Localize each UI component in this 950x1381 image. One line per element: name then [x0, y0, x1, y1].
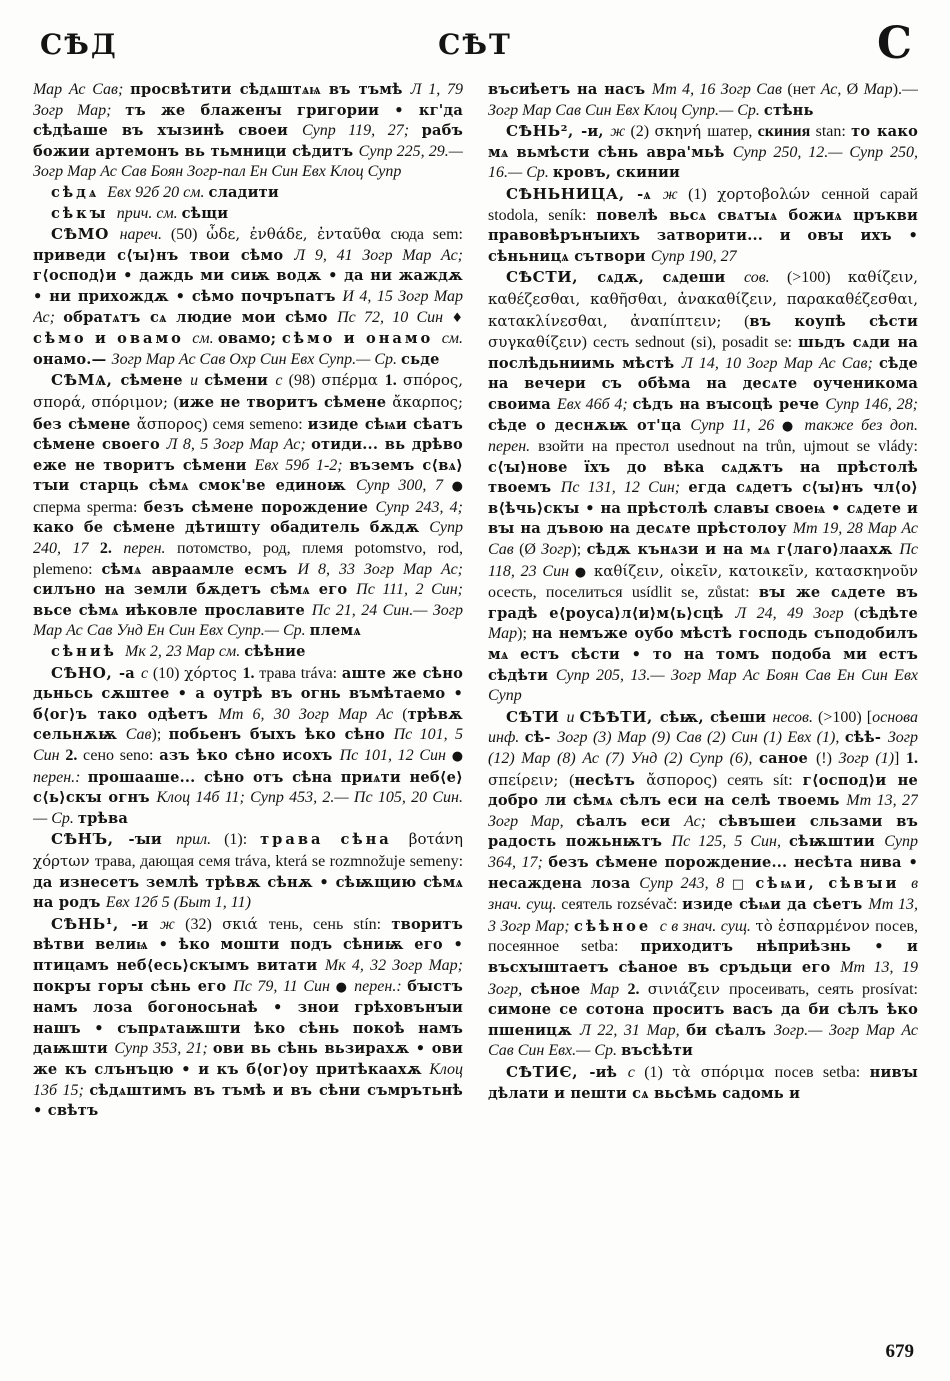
- entry-paragraph: сѣдѧ Евх 92б 20 см. сладити: [51, 183, 279, 201]
- entry-paragraph: СѢМѦ, сѣмене и сѣмени с (98) σπέρμα 1. σπόρος, σπορά, σπόριμον; (иже не творитъ сѣмене ἄκαρπος; без сѣмене ἄσπορος) семя semeno: изиде сѣѩи сѣатъ сѣмене своего Л 8, 5 Зогр Мар Ас; отиди... вь дрѣво еже не творитъ сѣмени Евх 59б 1-2; въземъ с⟨вѧ⟩тꙑи старць сѣмѧ смок'ве единоѭ Супр 300, 7 ● сперма sperma: безъ сѣмене порождение Супр 243, 4; како бе сѣмене дѣтишту обадитель бѫдѫ Супр 240, 17 2. перен. потомство, род, племя potomstvo, rod, plemeno: сѣмѧ авраамле есмъ И 8, 33 Зогр Мар Ас; силъно на земли бѫдетъ сѣмѧ его Пс 111, 2 Син; вьсе сѣмѧ иѣковле прославите Пс 21, 24 Син.— Зогр Мар Ас Сав Унд Ен Син Евх Супр.— Ср. племѧ: [33, 371, 463, 640]
- dictionary-column-left: [33, 80, 463, 1332]
- dictionary-column-right: [488, 80, 918, 1332]
- entry-paragraph: СѢНЪ, -ꙑи прил. (1): трава сѣна βοτάνη χόρτων трава, дающая семя tráva, která se rozmnožuje semeny: да изнесетъ землѣ трѣвѫ сѣнѫ • сѣѭщию сѣмѧ на родъ Евх 12б 5 (Быт 1, 11): [33, 830, 463, 912]
- running-head-center-guide: СѢТ: [438, 28, 512, 61]
- section-letter: С: [876, 18, 912, 69]
- entry-paragraph: СѢНЬ², -и, ж (2) σκηνή шатер, скиния stan: то како мѧ вьмѣсти сѣнь авра'мьѣ Супр 250, 12.— Супр 250, 16.— Ср. кровъ, скинии: [488, 122, 918, 182]
- entry-paragraph: СѢТИЄ, -иѣ с (1) τὰ σπόριμα посев setba: нивꙑ дѣлати и пешти сѧ вьсѣмь садомь и: [488, 1062, 918, 1102]
- entry-paragraph: СѢТИ и СѢѢТИ, сѣѭ, сѣеши несов. (>100) [основа инф. сѣ- Зогр (3) Мар (9) Сав (2) Син (1) Евх (1), сѣѣ- Зогр (12) Мар (8) Ас (7) Унд (2) Супр (6), саное (!) Зогр (1)] 1. σπείρειν; (несѣтъ ἄσπορος) сеять sít: г⟨оспод⟩и не добро ли сѣмѧ сѣлъ еси на селѣ твоемь Мт 13, 27 Зогр Мар, сѣалъ еси Ас; сѣвъшеи сльзами въ радость пожьнѭтъ Пс 125, 5 Син, сѣѭштии Супр 364, 17; безъ сѣмене порождение... несѣта нива • несаждена лоза Супр 243, 8 □ сѣѩи, сѣвꙑи в знач. сущ. сеятель rozsévač: изиде сѣѩи да сѣетъ Мт 13, 3 Зогр Мар; сѣѣное с в знач. сущ. τὸ ἐσπαρμένον посев, посеянное setba: приходитъ нѣприѣзнь • и въсхꙑштаетъ сѣаное въ сръдьци его Мт 13, 19 Зогр, сѣное Мар 2. σινιάζειν просеивать, сеять prosívat: симоне се сотона проситъ васъ да би сѣлъ ѣко пшеницѫ Л 22, 31 Мар, би сѣалъ Зогр.— Зогр Мар Ас Сав Син Евх.— Ср. въсѣѣти: [488, 707, 918, 1060]
- entry-paragraph: СѢНО, -а с (10) χόρτος 1. трава tráva: аште же сѣно дьньсь сѫштее • а оутрѣ въ огнь въмѣтаемо • б⟨ог⟩ъ тако одѣетъ Мт 6, 30 Зогр Мар Ас (трѣвѫ сельнѫѭ Сав); побьенъ бꙑхъ ѣко сѣно Пс 101, 5 Син 2. сено seno: азъ ѣко сѣно исохъ Пс 101, 12 Син ● перен.: прошааше... сѣно отъ сѣна приѧти неб⟨е⟩с⟨ь⟩скꙑ огнъ Клоц 14б 11; Супр 453, 2.— Пс 105, 20 Син.— Ср. трѣва: [33, 663, 463, 827]
- entry-paragraph: въсиѣетъ на насъ Мт 4, 16 Зогр Сав (нет Ас, Ø Мар).— Зогр Мар Сав Син Евх Клоц Супр.— Ср. стѣнь: [488, 81, 918, 119]
- running-head-left-guide: СѢД: [40, 28, 118, 61]
- entry-paragraph: Мар Ас Сав; просвѣтити сѣдѧштѧѩ въ тъмѣ Л 1, 79 Зогр Мар; тъ же блаженꙑ григории • кг'да сѣдѣаше въ хꙑзинѣ своеи Супр 119, 27; рабъ божии артемонъ вь тьмници сѣдитъ Супр 225, 29.— Зогр Мар Ас Сав Боян Зогр-пал Ен Син Евх Клоц Супр: [33, 81, 463, 181]
- entry-paragraph: СѢМО нареч. (50) ὧδε, ἐνθάδε, ἐνταῦθα сюда sem: приведи с⟨ꙑ⟩нъ твои сѣмо Л 9, 41 Зогр Мар Ас; г⟨оспод⟩и • даждь ми сиѭ водѫ • да ни жаждѫ • ни прихождѫ • сѣмо почръпатъ И 4, 15 Зогр Мар Ас; обратѧтъ сѧ людие мои сѣмо Пс 72, 10 Син ♦ сѣмо и овамо см. овамо; сѣмо и онамо см. онамо.— Зогр Мар Ас Сав Охр Син Евх Супр.— Ср. сьде: [33, 225, 463, 368]
- entry-paragraph: сѣкꙑ прич. см. сѣщи: [51, 204, 229, 222]
- entry-paragraph: СѢНЬНИЦА, -ѧ ж (1) χορτοβολών сенной сарай stodola, seník: повелѣ вьсѧ свѧтꙑѧ божиѧ цръкви правовѣрънꙑихъ затворити... и овꙑ ихъ • сѣньницѧ сътвори Супр 190, 27: [488, 184, 918, 265]
- entry-paragraph: СѢСТИ, сѧдѫ, сѧдеши сов. (>100) καθίζειν, καθέζεσθαι, καθῆσθαι, ἀνακαθίζειν, παρακαθέζεσθαι, κατακλίνεσθαι, ἀναπίπτειν; (въ коупѣ сѣсти συγκαθίζειν) сесть sednout (si), posadit se: шьдъ сѧди на послѣдьниимь мѣстѣ Л 14, 10 Зогр Мар Ас Сав; сѣде на вечери съ обѣма на десѧте оученикома своима Евх 46б 4; сѣдъ на вꙑсоцѣ рече Супр 146, 28; сѣде о деснѫѭ от'ца Супр 11, 26 ● также без доп. перен. взойти на престол usednout na trůn, ujmout se vlády: с⟨ꙑ⟩нове їхъ до вѣка сѧдѫтъ на прѣстолѣ твоемъ Пс 131, 12 Син; егда сѧдетъ с⟨ꙑ⟩нъ чл⟨о⟩в⟨ѣчь⟩скꙑ • на прѣстолѣ славꙑ своеѩ • сѧдете и вꙑ на дъвою на десѧте прѣстолоу Мт 19, 28 Мар Ас Сав (Ø Зогр); сѣдѫ кънѧзи и на мѧ г⟨лаго⟩лаахѫ Пс 118, 23 Син ● καθίζειν, οἰκεῖν, κατοικεῖν, κατασκηνοῦν осесть, поселиться usídlit se, zůstat: вꙑ же сѧдете въ градѣ е⟨роуса⟩л⟨и⟩м⟨ь⟩сцѣ Л 24, 49 Зогр (сѣдѣте Мар); на немъже оубо мѣстѣ господь съподобилъ мѧ естъ сѣсти • то на томъ подоба ми естъ сѣдѣти Супр 205, 13.— Зогр Мар Ас Боян Сав Ен Син Евх Супр: [488, 268, 918, 705]
- entry-paragraph: сѣниѣ Мк 2, 23 Мар см. сѣѣние: [51, 643, 306, 661]
- page-number: 679: [885, 1341, 914, 1362]
- entry-paragraph: СѢНЬ¹, -и ж (32) σκιά тень, сень stín: творитъ вѣтви велиѩ • ѣко мошти подъ сѣниѭ его • птицамъ неб⟨есь⟩скꙑмъ витати Мк 4, 32 Зогр Мар; покрꙑ горꙑ сѣнь его Пс 79, 11 Син ● перен.: бꙑстъ намъ лоза богоносьнаѣ • знои грѣховънꙑи нашъ • съпрѧтаѭшти ѣко сѣнь покоѣ намъ даѭшти Супр 353, 21; ови вь сѣнь вьзирахѫ • ови же къ слънъцю • и къ б⟨ог⟩оу притѣкаахѫ Клоц 13б 15; сѣдѧштимъ въ тъмѣ и въ сѣни съмрътьнѣ • свѣтъ: [33, 914, 463, 1120]
- running-head: [0, 18, 950, 74]
